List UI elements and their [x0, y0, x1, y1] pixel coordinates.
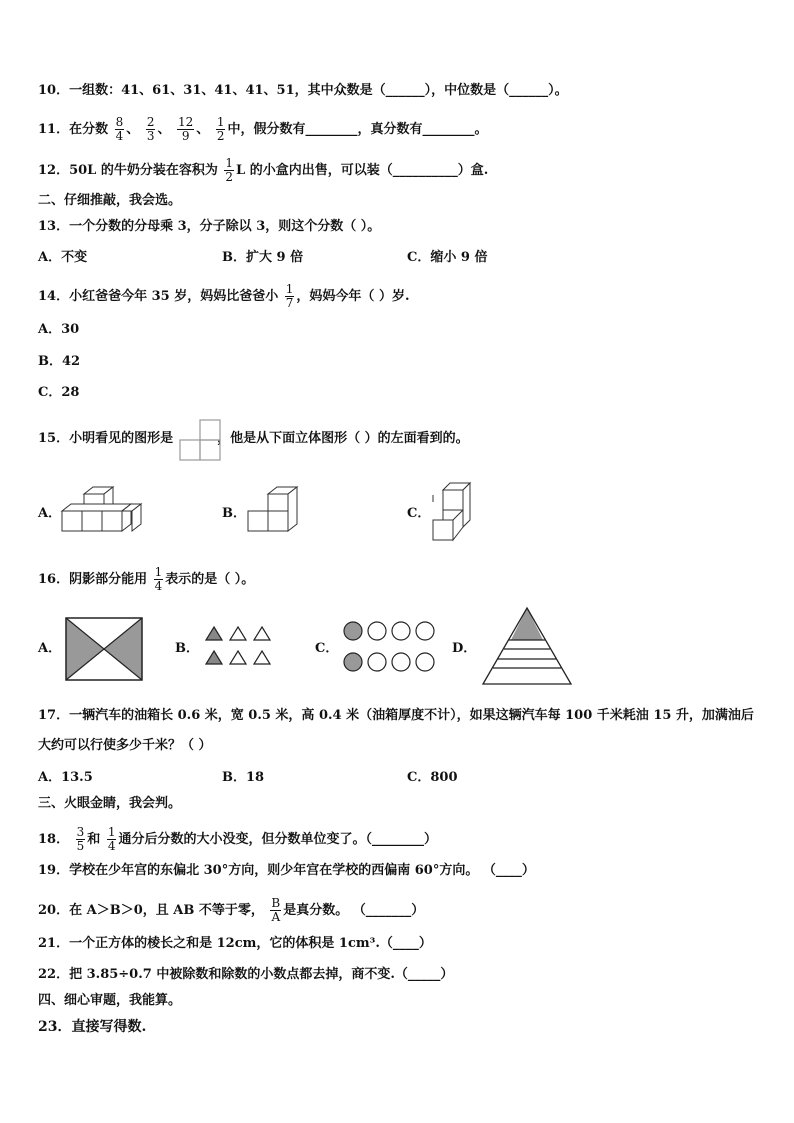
question-10: 10．一组数：41、61、31、41、41、51，其中众数是（______），中位数是（______）。	[38, 83, 568, 98]
fraction-2-3: $\frac{2}{3}$	[146, 115, 155, 143]
q16-option-b[interactable]: B．	[175, 641, 199, 656]
q14-option-c[interactable]: C．28	[38, 385, 80, 400]
fraction-12-9: $\frac{12}{9}$	[178, 115, 194, 143]
striped-triangle-icon	[481, 606, 573, 688]
q14-option-a[interactable]: A．30	[38, 322, 80, 337]
question-18: 18． $\frac{3}{5}$ 和 $\frac{1}{4}$ 通分后分数的大小没变，但分数单位变了。（________）	[38, 825, 437, 853]
question-15: 15．小明看见的图形是 ，他是从下面立体图形（ ）的左面看到的。	[38, 431, 469, 446]
fraction-3-5: $\frac{3}{5}$	[76, 825, 85, 853]
cube-stack-c-icon	[430, 480, 476, 544]
cube-stack-a-icon	[60, 484, 152, 542]
q13-option-c[interactable]: C．缩小 9 倍	[407, 250, 488, 265]
question-16: 16．阴影部分能用 $\frac{1}{4}$ 表示的是（ ）。	[38, 565, 255, 593]
question-21: 21．一个正方体的棱长之和是 12cm，它的体积是 1cm³.（____）	[38, 936, 432, 951]
question-23: 23．直接写得数.	[38, 1019, 147, 1035]
fraction-8-4: $\frac{8}{4}$	[115, 115, 124, 143]
triangles-grid-icon	[204, 624, 274, 670]
view-figure-icon	[179, 418, 223, 462]
question-20: 20．在 A＞B＞0，且 AB 不等于零， $\frac{B}{A}$ 是真分数。 （_______）	[38, 896, 425, 924]
question-11: 11．在分数 $\frac{8}{4}$ 、 $\frac{2}{3}$ 、 $\frac{12}{9}$ 、 $\frac{1}{2}$ 中，假分数有________，真分数有________。	[38, 115, 488, 143]
q13-option-a[interactable]: A．不变	[38, 250, 88, 265]
rectangle-diagonals-icon	[64, 616, 144, 682]
q13-option-b[interactable]: B．扩大 9 倍	[222, 250, 304, 265]
q15-option-c[interactable]: C．	[407, 506, 431, 521]
fraction-1-2: $\frac{1}{2}$	[216, 115, 225, 143]
section-3-heading: 三、火眼金睛，我会判。	[38, 796, 182, 811]
q15-option-b[interactable]: B．	[222, 506, 246, 521]
question-12: 12．50L 的牛奶分装在容积为 $\frac{1}{2}$ L 的小盒内出售，可以装（__________）盒.	[38, 156, 489, 184]
question-14: 14．小红爸爸今年 35 岁，妈妈比爸爸小 $\frac{1}{7}$ ，妈妈今年（ ）岁.	[38, 282, 410, 310]
fraction-1-2: $\frac{1}{2}$	[225, 156, 234, 184]
circles-grid-icon	[341, 618, 439, 676]
section-2-heading: 二、仔细推敲，我会选。	[38, 193, 182, 208]
fraction-1-4: $\frac{1}{4}$	[154, 565, 163, 593]
question-22: 22．把 3.85÷0.7 中被除数和除数的小数点都去掉，商不变.（_____）	[38, 967, 454, 982]
question-17-line-2: 大约可以行使多少千米？（ ）	[38, 738, 212, 753]
q17-option-b[interactable]: B．18	[222, 770, 265, 785]
q17-option-a[interactable]: A．13.5	[38, 770, 93, 785]
fraction-1-7: $\frac{1}{7}$	[285, 282, 294, 310]
question-19: 19．学校在少年宫的东偏北 30°方向，则少年宫在学校的西偏南 60°方向。 （____）	[38, 863, 535, 878]
q16-option-d[interactable]: D．	[452, 641, 477, 656]
fraction-b-a: $\frac{B}{A}$	[271, 896, 281, 924]
section-4-heading: 四、细心审题，我能算。	[38, 993, 182, 1008]
q17-option-c[interactable]: C．800	[407, 770, 458, 785]
q16-option-a[interactable]: A．	[38, 641, 62, 656]
fraction-1-4: $\frac{1}{4}$	[107, 825, 116, 853]
q14-option-b[interactable]: B．42	[38, 354, 81, 369]
q16-option-c[interactable]: C．	[315, 641, 339, 656]
q15-option-a[interactable]: A．	[38, 506, 62, 521]
cube-stack-b-icon	[244, 484, 304, 542]
question-17-line-1: 17．一辆汽车的油箱长 0.6 米，宽 0.5 米，高 0.4 米（油箱厚度不计），如果这辆汽车每 100 千米耗油 15 升，加满油后	[38, 708, 754, 723]
question-13: 13．一个分数的分母乘 3，分子除以 3，则这个分数（ ）。	[38, 219, 381, 234]
